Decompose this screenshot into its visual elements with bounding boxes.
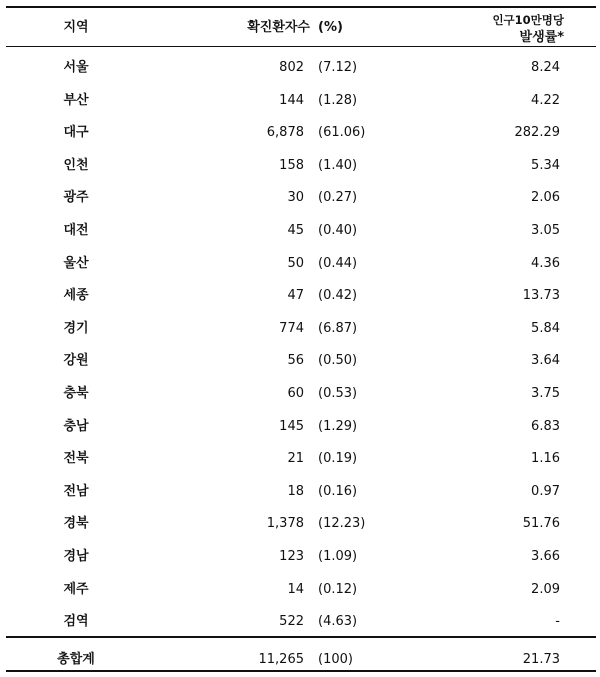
- row-region: 경기: [63, 320, 89, 336]
- header-rate-line1: 인구10만명당: [492, 13, 564, 27]
- row-percent: (1.29): [318, 418, 358, 434]
- table-row: [0, 478, 600, 511]
- row-rate: 2.09: [531, 581, 560, 597]
- row-region: 전남: [63, 483, 89, 499]
- row-rate: 3.05: [531, 223, 560, 238]
- row-count: 47: [287, 288, 304, 304]
- row-percent: (0.44): [318, 255, 358, 271]
- row-count: 21: [287, 451, 304, 467]
- table-row: [0, 54, 600, 87]
- table-row: [0, 87, 600, 120]
- table-row: [0, 250, 600, 283]
- header-rate-line2: 발생률*: [519, 30, 564, 45]
- row-percent: (0.27): [318, 190, 358, 206]
- row-region: 강원: [63, 353, 89, 369]
- row-count: 774: [279, 320, 304, 336]
- row-count: 158: [279, 157, 304, 173]
- header-percent: (%): [318, 20, 343, 35]
- row-rate: 5.34: [531, 157, 560, 173]
- row-percent: (1.40): [318, 157, 358, 173]
- row-rate: 6.83: [531, 418, 560, 434]
- row-rate: 3.75: [531, 386, 560, 401]
- total-rule: [6, 636, 596, 638]
- row-region: 서울: [63, 60, 89, 75]
- row-count: 6,878: [266, 125, 304, 141]
- table-row: [0, 184, 600, 217]
- row-count: 522: [279, 614, 304, 630]
- row-rate: 4.36: [531, 255, 560, 271]
- table-row: [0, 413, 600, 446]
- header-region: 지역: [63, 20, 89, 35]
- total-percent: (100): [318, 652, 353, 667]
- row-percent: (6.87): [318, 320, 358, 336]
- row-rate: 3.66: [531, 549, 560, 564]
- row-region: 충북: [63, 386, 89, 401]
- row-percent: (61.06): [318, 125, 366, 141]
- row-rate: 5.84: [531, 320, 560, 336]
- table-row: [0, 282, 600, 315]
- header-rule: [6, 46, 596, 47]
- table-row: [0, 543, 600, 576]
- table-bottom-rule: [6, 670, 596, 672]
- row-count: 1,378: [266, 516, 304, 532]
- row-count: 14: [287, 581, 304, 597]
- row-percent: (1.28): [318, 92, 358, 108]
- table-row: [0, 152, 600, 185]
- total-region: 총합계: [57, 652, 95, 667]
- row-region: 울산: [63, 255, 89, 271]
- row-count: 18: [287, 483, 304, 499]
- row-rate: 282.29: [514, 125, 560, 141]
- row-count: 144: [279, 92, 304, 108]
- row-rate: 1.16: [531, 451, 560, 467]
- row-region: 경남: [63, 549, 89, 564]
- row-percent: (7.12): [318, 60, 358, 75]
- row-count: 30: [287, 190, 304, 206]
- row-region: 세종: [63, 288, 89, 304]
- row-region: 인천: [63, 157, 89, 173]
- table-row: [0, 347, 600, 380]
- row-percent: (0.40): [318, 223, 358, 238]
- row-count: 50: [287, 255, 304, 271]
- row-rate: 3.64: [531, 353, 560, 369]
- table-row: [0, 510, 600, 543]
- row-region: 부산: [63, 92, 89, 108]
- table-row: [0, 445, 600, 478]
- row-percent: (0.42): [318, 288, 358, 304]
- row-rate: 13.73: [522, 288, 560, 304]
- row-region: 검역: [63, 614, 89, 630]
- row-count: 45: [287, 223, 304, 238]
- table-row: [0, 217, 600, 250]
- row-percent: (4.63): [318, 614, 358, 630]
- row-count: 145: [279, 418, 304, 434]
- row-count: 60: [287, 386, 304, 401]
- row-count: 123: [279, 549, 304, 564]
- table-top-rule: [6, 6, 596, 8]
- table-row: [0, 576, 600, 609]
- row-region: 대전: [63, 223, 89, 238]
- row-percent: (0.19): [318, 451, 358, 467]
- table-row: [0, 380, 600, 413]
- row-percent: (1.09): [318, 549, 358, 564]
- total-count: 11,265: [258, 652, 304, 667]
- row-rate: 51.76: [522, 516, 560, 532]
- row-percent: (0.16): [318, 483, 358, 499]
- total-row: [0, 644, 600, 677]
- row-rate: 2.06: [531, 190, 560, 206]
- row-count: 802: [279, 60, 304, 75]
- row-percent: (12.23): [318, 516, 366, 532]
- row-region: 대구: [63, 125, 89, 141]
- row-rate: 4.22: [531, 92, 560, 108]
- row-rate: -: [555, 614, 560, 630]
- row-region: 충남: [63, 418, 89, 434]
- table-row: [0, 315, 600, 348]
- header-count: 확진환자수: [247, 20, 310, 35]
- row-rate: 8.24: [531, 60, 560, 75]
- row-percent: (0.12): [318, 581, 358, 597]
- row-percent: (0.53): [318, 386, 358, 401]
- table-row: [0, 119, 600, 152]
- row-region: 광주: [63, 190, 89, 206]
- total-rate: 21.73: [522, 652, 560, 667]
- row-count: 56: [287, 353, 304, 369]
- row-region: 전북: [63, 451, 89, 467]
- row-percent: (0.50): [318, 353, 358, 369]
- row-region: 제주: [63, 581, 89, 597]
- row-region: 경북: [63, 516, 89, 532]
- row-rate: 0.97: [531, 483, 560, 499]
